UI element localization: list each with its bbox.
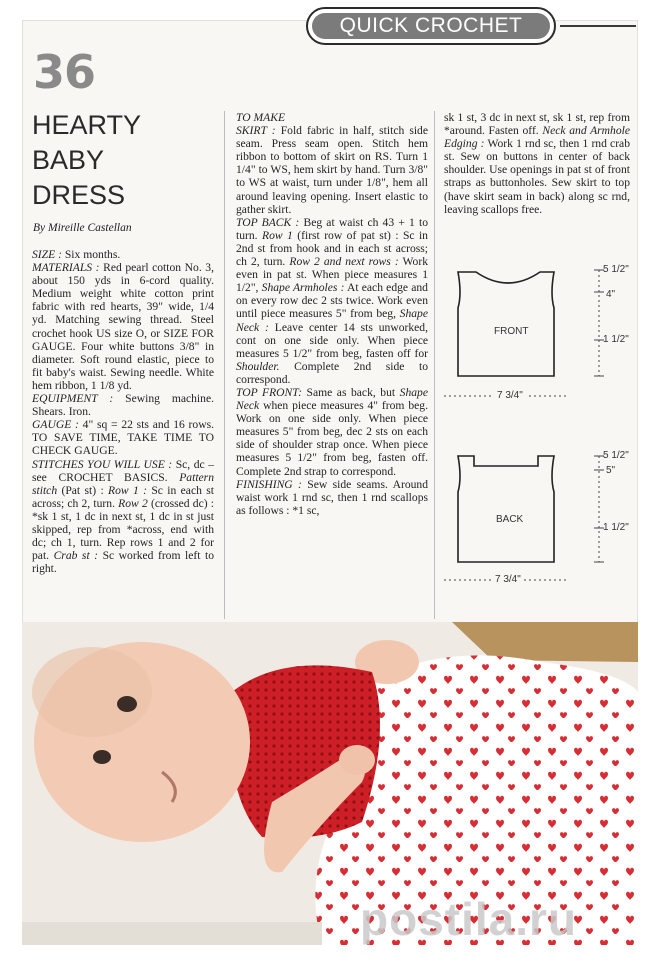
back-total-height: 5 1/2" xyxy=(603,450,629,461)
front-base-height: 1 1/2" xyxy=(603,334,629,345)
front-total-height: 5 1/2" xyxy=(603,264,629,275)
back-base-height: 1 1/2" xyxy=(603,522,629,533)
byline: By Mireille Castellan xyxy=(33,222,132,234)
pattern-title xyxy=(32,108,212,213)
back-schematic xyxy=(436,448,636,588)
finishing-paragraph: FINISHING : Sew side seams. Around waist work 1 rnd sc, then 1 rnd scallops as follows : *1 sc, xyxy=(236,477,429,517)
edging-paragraph: sk 1 st, 3 dc in next st, sk 1 st, rep from *around. Fasten off. Neck and Armhole Edging : Work 1 rnd sc, then 1 rnd crab st. Sew on buttons in center of back shoulder. Use openings in pat st of front straps as buttonholes. Sew skirt to top (have skirt seam in back) along sc rnd, leaving scallops free. xyxy=(444,111,631,216)
column-divider xyxy=(224,111,225,619)
pattern-number: 36 xyxy=(33,45,96,99)
watermark-text: postila.ru xyxy=(360,893,578,945)
back-width: 7 3/4" xyxy=(492,574,524,585)
size-paragraph: SIZE : Six months. xyxy=(32,248,121,261)
front-schematic xyxy=(436,262,636,410)
equipment-paragraph: EQUIPMENT : Sewing machine. Shears. Iron. xyxy=(32,392,214,419)
title-line: BABY xyxy=(32,145,105,175)
section-header-label: QUICK CROCHET xyxy=(312,13,550,39)
instructions-column-2 xyxy=(236,111,428,517)
instructions-column-3 xyxy=(444,111,630,216)
instructions-column-1 xyxy=(32,248,214,575)
header-rule xyxy=(560,25,636,27)
back-label: BACK xyxy=(496,514,524,525)
front-neck-height: 4" xyxy=(606,289,616,300)
back-neck-height: 5" xyxy=(606,465,616,476)
column-divider xyxy=(434,111,435,619)
title-line: DRESS xyxy=(32,180,126,210)
stitches-paragraph: STITCHES YOU WILL USE : Sc, dc – see CROCHET BASICS. Pattern stitch (Pat st) : Row 1 : Sc in each st across; ch 2, turn. Row 2 (crossed dc) : *sk 1 st, 1 dc in next st, 1 dc in st just skipped, rep from *across, end with dc; ch 1, turn. Rep rows 1 and 2 for pat. Crab st : Sc worked from left to right. xyxy=(32,457,214,576)
to-make-heading: TO MAKE xyxy=(236,111,286,124)
top-front-paragraph: TOP FRONT: Same as back, but Shape Neck when piece measures 4" from beg. Work on one side only. When piece measures 5" from beg, dec 2 sts on each side of shoulder strap once. When piece measures 5 1/2" from beg, fasten off. Complete 2nd strap to correspond. xyxy=(236,385,428,478)
front-label: FRONT xyxy=(494,326,529,337)
materials-paragraph: MATERIALS : Red pearl cotton No. 3, about 150 yds in 6-cord quality. Medium weight white cotton print fabric with red hearts, 39" wide, 1/4 yd. Matching sewing thread. Steel crochet hook US size O, or SIZE FOR GAUGE. Four white buttons 3/8" in diameter. Soft round elastic, piece to fit baby's waist. Sewing needle. White hem ribbon, 1 1/8 yd. xyxy=(32,261,214,392)
section-header-badge xyxy=(306,7,556,45)
title-line: HEARTY xyxy=(32,110,142,140)
top-back-paragraph: TOP BACK : Beg at waist ch 43 + 1 to turn. Row 1 (first row of pat st) : Sc in 2nd st from hook and in each st across; ch 2, turn. Row 2 and next rows : Work even in pat st. When piece measures 1 1/2", Shape Armholes : At each edge and on every row dec 2 sts twice. Work even until piece measures 5" from beg, Shape Neck : Leave center 14 sts unworked, cont on one side only. When piece measures 5 1/2" from beg, fasten off for Shoulder. Complete 2nd side to correspond. xyxy=(236,215,428,386)
gauge-paragraph: GAUGE : 4" sq = 22 sts and 16 rows. TO SAVE TIME, TAKE TIME TO CHECK GAUGE. xyxy=(32,418,214,458)
front-width: 7 3/4" xyxy=(494,390,526,401)
skirt-paragraph: SKIRT : Fold fabric in half, stitch side seam. Press seam open. Stitch hem ribbon to bottom of skirt on RS. Turn 1 1/4" to WS, hem skirt by hand. Turn 3/8" to WS at waist, turn under 1/8", hem all around leaving opening. Insert elastic to gather skirt. xyxy=(236,124,428,216)
